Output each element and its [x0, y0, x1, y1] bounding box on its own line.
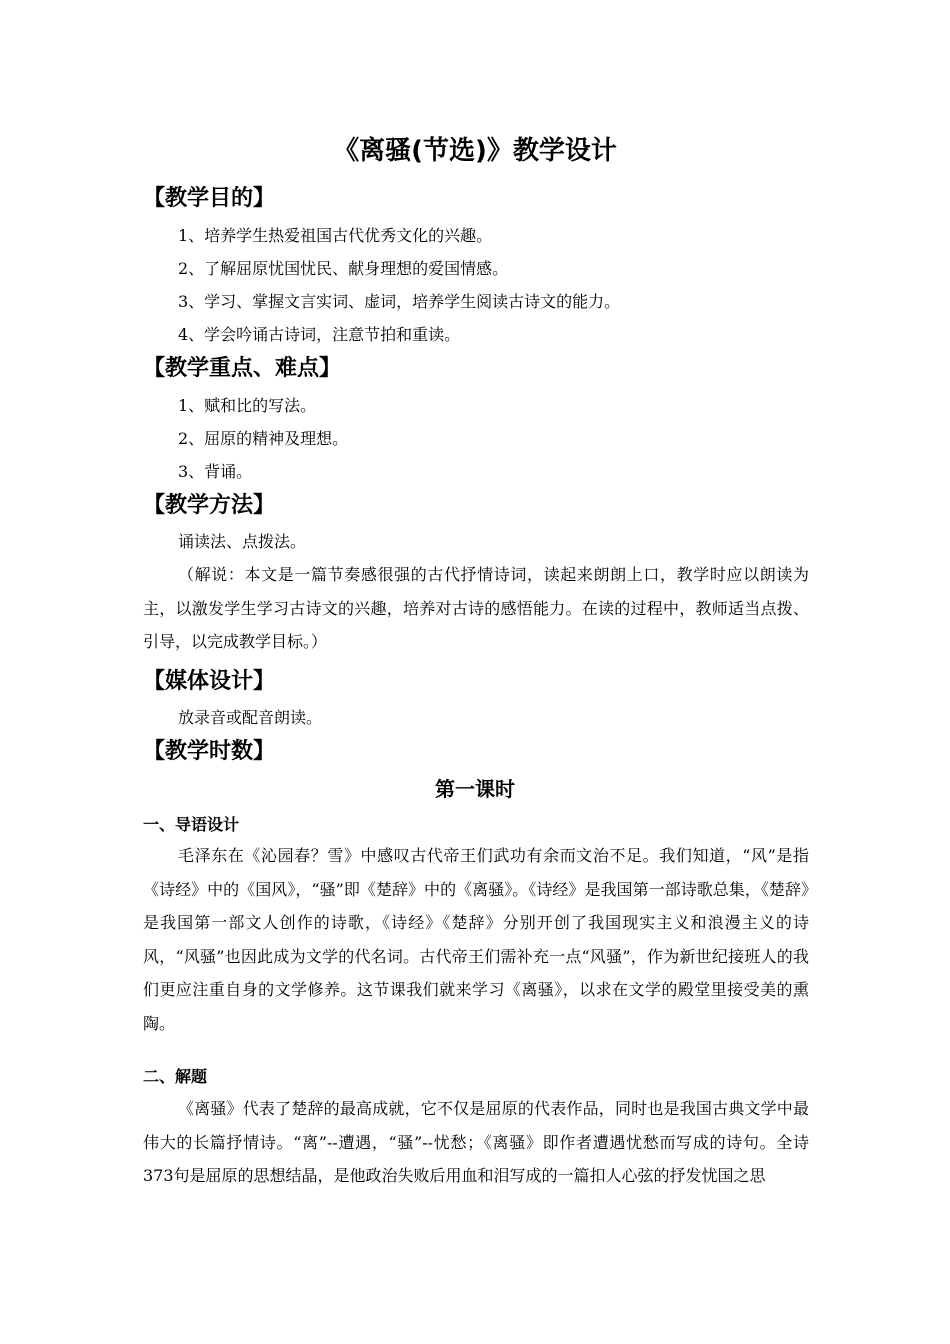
objective-item-3: 3、学习、掌握文言实词、虚词，培养学生阅读古诗文的能力。 — [178, 292, 621, 311]
key-point-item-3: 3、背诵。 — [178, 462, 253, 481]
methods-note: （解说：本文是一篇节奏感很强的古代抒情诗词，读起来朗朗上口，教学时应以朗读为主，以激发学生学习古诗文的兴趣，培养对古诗的感悟能力。在读的过程中，教师适当点拨、引导，以完成教学目标。） — [143, 565, 809, 652]
key-points-heading: 【教学重点、难点】 — [143, 356, 342, 381]
document-title: 《离骚(节选)》教学设计 — [333, 136, 617, 166]
objective-item-1: 1、培养学生热爱祖国古代优秀文化的兴趣。 — [178, 226, 493, 245]
intro-paragraph: 毛泽东在《沁园春？雪》中感叹古代帝王们武功有余而文治不足。我们知道，“风”是指《诗经》中的《国风》，“骚”即《楚辞》中的《离骚》。《诗经》是我国第一部诗歌总集，《楚辞》是我国第一部文人创作的诗歌，《诗经》《楚辞》分别开创了我国现实主义和浪漫主义的诗风，“风骚”也因此成为文学的代名词。古代帝王们需补充一点“风骚”，作为新世纪接班人的我们更应注重自身的文学修养。这节课我们就来学习《离骚》，以求在文学的殿堂里接受美的熏陶。 — [143, 846, 809, 1033]
objectives-heading: 【教学目的】 — [143, 186, 276, 211]
lesson-title: 第一课时 — [435, 777, 515, 801]
media-text: 放录音或配音朗读。 — [178, 708, 323, 727]
methods-text: 诵读法、点拨法。 — [178, 532, 307, 551]
explain-heading: 二、解题 — [143, 1067, 208, 1086]
key-point-item-1: 1、赋和比的写法。 — [178, 396, 317, 415]
objective-item-4: 4、学会吟诵古诗词，注意节拍和重读。 — [178, 325, 461, 344]
methods-heading: 【教学方法】 — [143, 493, 276, 518]
intro-heading: 一、导语设计 — [143, 815, 240, 834]
key-point-item-2: 2、屈原的精神及理想。 — [178, 429, 349, 448]
explain-paragraph: 《离骚》代表了楚辞的最高成就，它不仅是屈原的代表作品，同时也是我国古典文学中最伟大的长篇抒情诗。“离”--遭遇，“骚”--忧愁；《离骚》即作者遭遇忧愁而写成的诗句。全诗373句是屈原的思想结晶，是他政治失败后用血和泪写成的一篇扣人心弦的抒发忧国之思 — [143, 1099, 809, 1186]
media-heading: 【媒体设计】 — [143, 669, 276, 694]
objective-item-2: 2、了解屈原忧国忧民、献身理想的爱国情感。 — [178, 259, 509, 278]
hours-heading: 【教学时数】 — [143, 739, 276, 764]
